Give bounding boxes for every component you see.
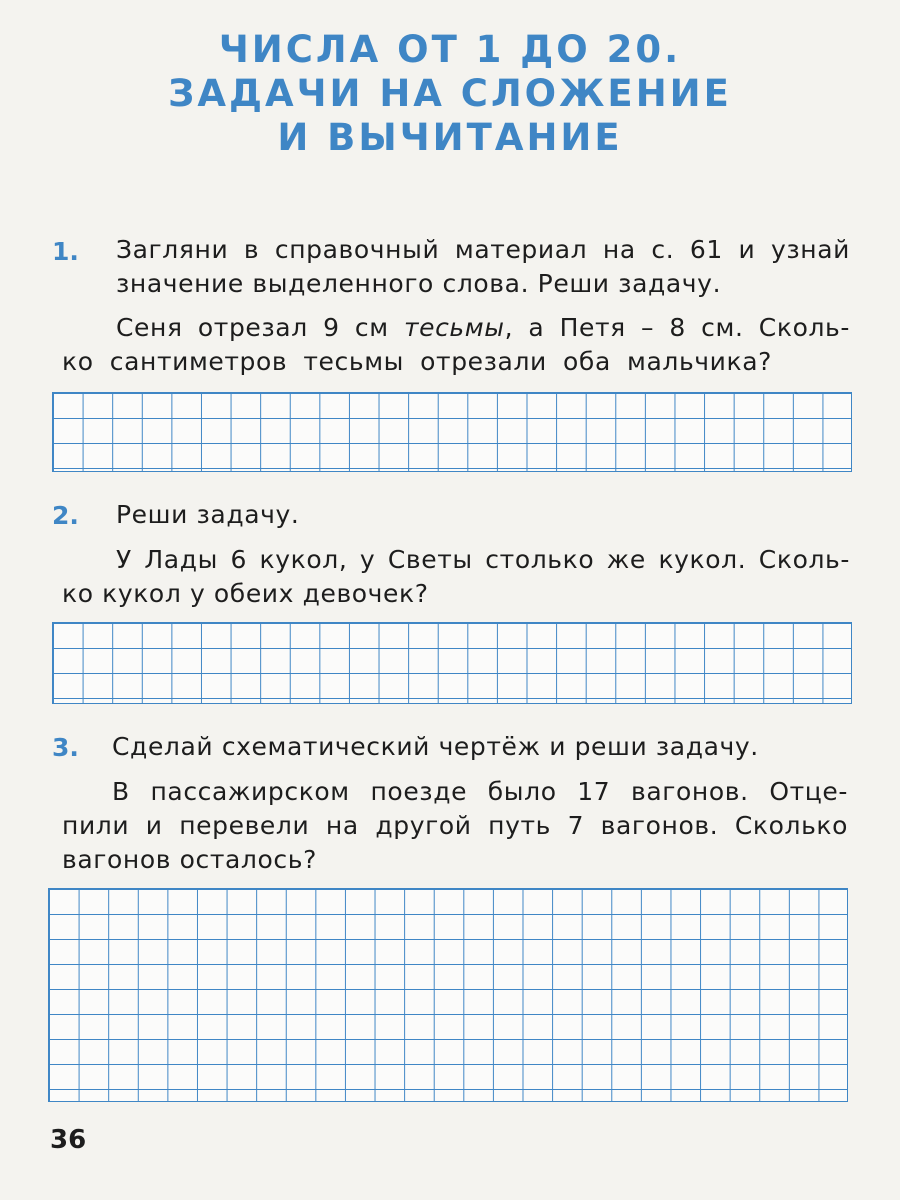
title-line-3: И ВЫЧИТАНИЕ	[277, 116, 623, 159]
task-3-instruction: Сделай схематический чертёж и реши задачу.	[112, 732, 759, 761]
task-1-number: 1.	[52, 237, 79, 266]
task-3-problem-line-1: В пассажирском поезде было 17 вагонов. Отце-	[112, 777, 848, 806]
task-2-problem-line-2: ко кукол у обеих девочек?	[62, 579, 429, 608]
task-1-problem-line-1	[116, 310, 850, 346]
task-3-answer-grid[interactable]	[48, 888, 848, 1102]
task-1-problem-line-2: ко сантиметров тесьмы отрезали оба мальчика?	[62, 347, 772, 376]
title-line-2: ЗАДАЧИ НА СЛОЖЕНИЕ	[168, 72, 732, 115]
page-number: 36	[50, 1125, 87, 1155]
task-2-instruction: Реши задачу.	[116, 500, 300, 529]
task-3-problem-line-3: вагонов осталось?	[62, 845, 317, 874]
task-3-number: 3.	[52, 733, 79, 762]
task-1-highlighted-word: тесьмы	[403, 313, 505, 342]
page-title	[0, 28, 900, 160]
task-1-instruction-line-2: значение выделенного слова. Реши задачу.	[116, 269, 722, 298]
task-3-problem-line-2: пили и перевели на другой путь 7 вагонов. Сколько	[62, 811, 848, 840]
task-1-answer-grid[interactable]	[52, 392, 852, 472]
task-2-problem-line-1: У Лады 6 кукол, у Светы столько же кукол. Сколь-	[116, 545, 850, 574]
task-1-problem-text-a: Сеня отрезал 9 см	[116, 313, 404, 342]
task-2-number: 2.	[52, 501, 79, 530]
title-line-1: ЧИСЛА ОТ 1 ДО 20.	[218, 28, 682, 71]
task-2-answer-grid[interactable]	[52, 622, 852, 704]
task-1-instruction-line-1: Загляни в справочный материал на с. 61 и узнай	[116, 235, 850, 264]
task-1-problem-text-b: , а Петя – 8 см. Сколь-	[504, 313, 850, 342]
